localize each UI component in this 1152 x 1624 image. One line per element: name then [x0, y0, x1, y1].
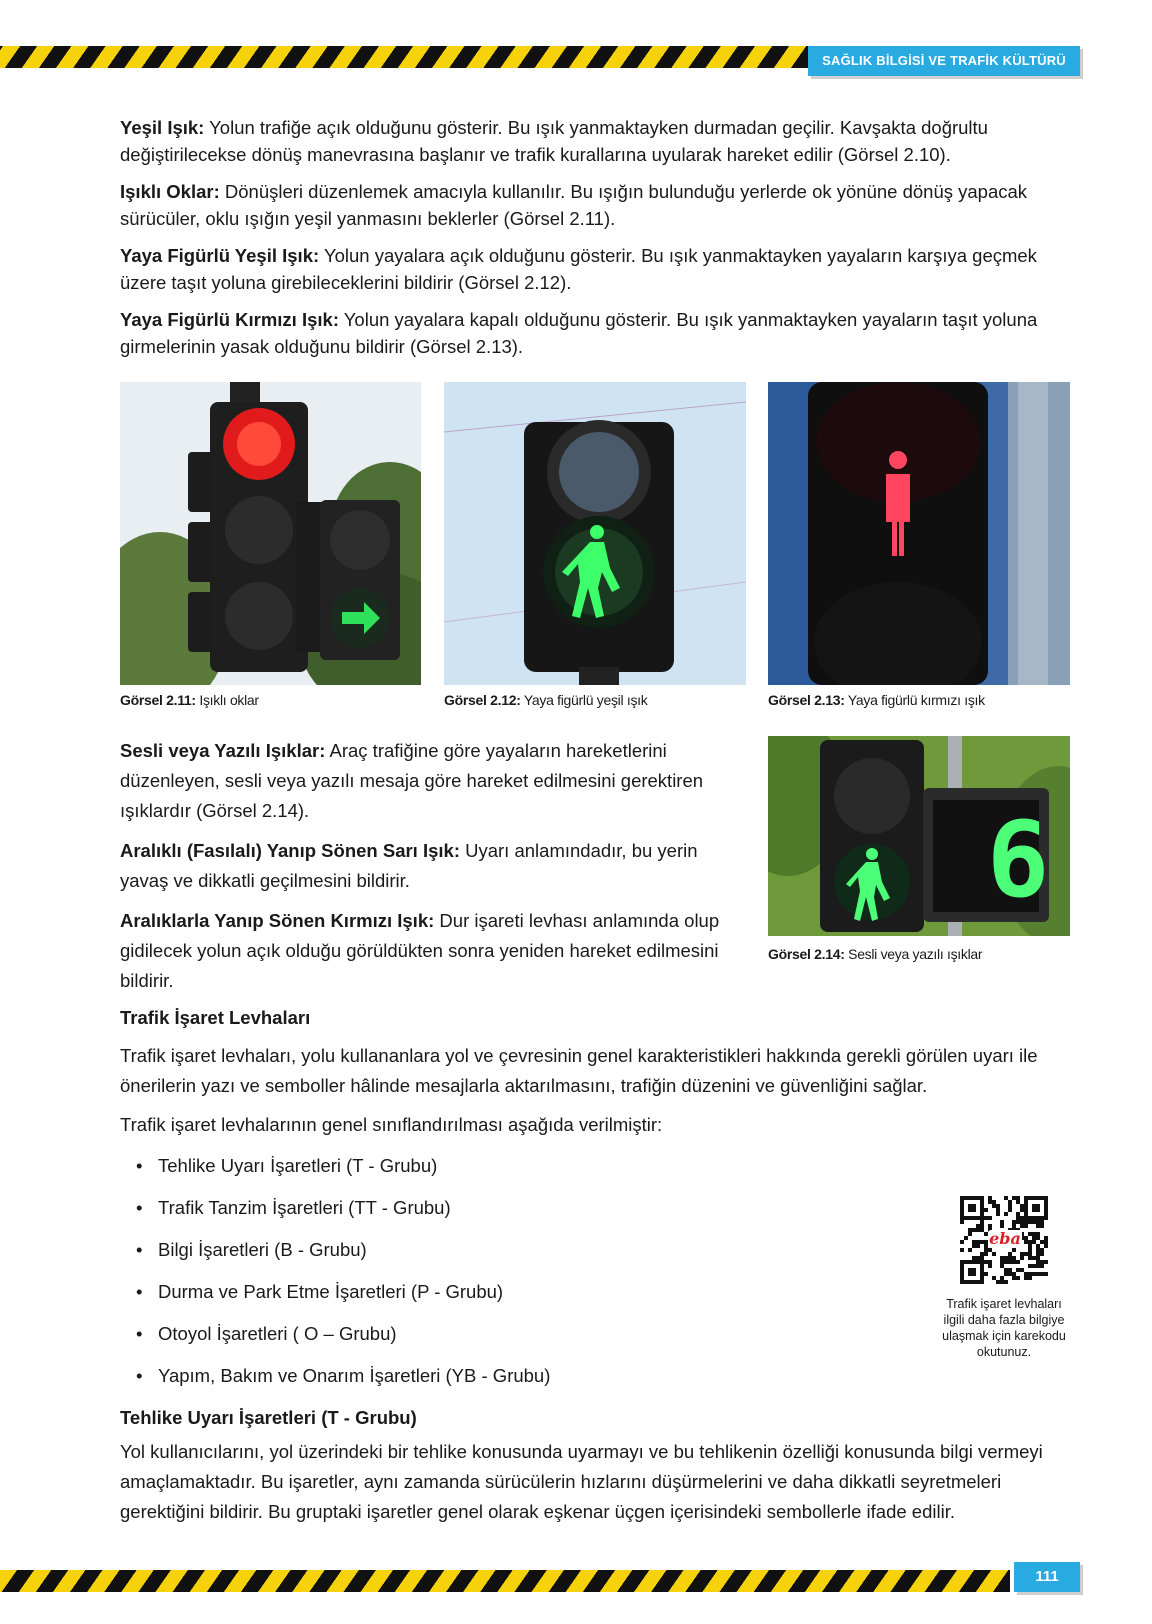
eba-logo: eba	[989, 1229, 1021, 1248]
traffic-signs-section	[120, 1004, 1080, 1404]
page-number: 111	[1014, 1562, 1080, 1592]
traffic-signs-intro: Trafik işaret levhaları, yolu kullananlara yol ve çevresinin genel karakteristikleri hakkında gerekli görülen uyarı ile önerilerin yazı ve semboller hâlinde mesajlarla aktarılmasını, trafiğin düzenini ve güvenliğini sağlar.	[120, 1045, 1038, 1096]
caption-figure-2-12: Görsel 2.12: Yaya figürlü yeşil ışık	[444, 692, 648, 708]
hazard-stripe-bottom	[0, 1570, 1010, 1592]
countdown-digit: 6	[986, 799, 1050, 921]
classification-intro: Trafik işaret levhalarının genel sınıflandırılması aşağıda verilmiştir:	[120, 1114, 663, 1135]
photo-countdown-light	[768, 736, 1070, 936]
light-definitions	[120, 114, 1080, 370]
list-item: • Bilgi İşaretleri (B - Grubu)	[120, 1236, 1080, 1263]
audio-text-light-definitions	[120, 736, 750, 1006]
sign-group-list	[120, 1152, 1080, 1389]
danger-signs-section	[120, 1404, 1080, 1527]
caption-figure-2-11: Görsel 2.11: Işıklı oklar	[120, 692, 259, 708]
danger-signs-text: Yol kullanıcılarını, yol üzerindeki bir tehlike konusunda uyarmayı ve bu tehlikenin özelliği konusunda bilgi vermeyi amaçlamaktadır. Bu işaretler, aynı zamanda sürücülerin hızlarını düşürmelerini ve daha dikkatli seyretmeleri gerektiğini bildirir. Bu gruptaki işaretler genel olarak eşkenar üçgen içerisindeki sembollerle ifade edilir.	[120, 1441, 1043, 1522]
qr-caption: Trafik işaret levhaları ilgili daha fazla bilgiye ulaşmak için karekodu okutunuz.	[942, 1297, 1066, 1359]
list-item: • Durma ve Park Etme İşaretleri (P - Grubu)	[120, 1278, 1080, 1305]
definition-pedestrian-green: Yaya Figürlü Yeşil Işık: Yolun yayalara açık olduğunu gösterir. Bu ışık yanmaktayken yayaların karşıya geçmek üzere taşıt yoluna girebileceklerini bildirir (Görsel 2.12).	[120, 245, 1037, 293]
definition-flashing-red: Aralıklarla Yanıp Sönen Kırmızı Işık: Dur işareti levhası anlamında olup gidilecek yolun açık olduğu görüldükten sonra yeniden hareket edilmesini bildirir.	[120, 910, 720, 991]
section-heading-traffic-signs: Trafik İşaret Levhaları	[120, 1007, 311, 1028]
section-title-tab: SAĞLIK BİLGİSİ VE TRAFİK KÜLTÜRÜ	[808, 46, 1080, 76]
list-item: • Yapım, Bakım ve Onarım İşaretleri (YB - Grubu)	[120, 1362, 1080, 1389]
list-item: • Trafik Tanzim İşaretleri (TT - Grubu)	[120, 1194, 1080, 1221]
photo-pedestrian-red-light	[768, 382, 1070, 685]
qr-code[interactable]	[960, 1196, 1048, 1284]
definition-pedestrian-red: Yaya Figürlü Kırmızı Işık: Yolun yayalara kapalı olduğunu gösterir. Bu ışık yanmaktayken yayaların taşıt yoluna girmelerinin yasak olduğunu bildirir (Görsel 2.13).	[120, 309, 1038, 357]
definition-audio-lights: Sesli veya Yazılı Işıklar: Araç trafiğine göre yayaların hareketlerini düzenleyen, sesli veya yazılı mesaja göre hareket edilmesini gerektiren ışıklardır (Görsel 2.14).	[120, 740, 704, 821]
hazard-stripe-top	[0, 46, 808, 68]
photo-arrow-traffic-light	[120, 382, 421, 685]
section-heading-danger-signs: Tehlike Uyarı İşaretleri (T - Grubu)	[120, 1407, 417, 1428]
list-item: • Tehlike Uyarı İşaretleri (T - Grubu)	[120, 1152, 1080, 1179]
photo-pedestrian-green-light	[444, 382, 746, 685]
list-item: • Otoyol İşaretleri ( O – Grubu)	[120, 1320, 1080, 1347]
caption-figure-2-14: Görsel 2.14: Sesli veya yazılı ışıklar	[768, 946, 983, 962]
caption-figure-2-13: Görsel 2.13: Yaya figürlü kırmızı ışık	[768, 692, 985, 708]
definition-flashing-yellow: Aralıklı (Fasılalı) Yanıp Sönen Sarı Işık: Uyarı anlamındadır, bu yerin yavaş ve dikkatli geçilmesini bildirir.	[120, 840, 698, 891]
definition-green-light: Yeşil Işık: Yolun trafiğe açık olduğunu gösterir. Bu ışık yanmaktayken durmadan geçilir. Kavşakta doğrultu değiştirilecekse dönüş manevrasına başlanır ve trafik kurallarına uyularak hareket edilir (Görsel 2.10).	[120, 117, 988, 165]
definition-light-arrows: Işıklı Oklar: Dönüşleri düzenlemek amacıyla kullanılır. Bu ışığın bulunduğu yerlerde ok yönüne dönüş yapacak sürücüler, oklu ışığın yeşil yanmasını beklerler (Görsel 2.11).	[120, 181, 1028, 229]
